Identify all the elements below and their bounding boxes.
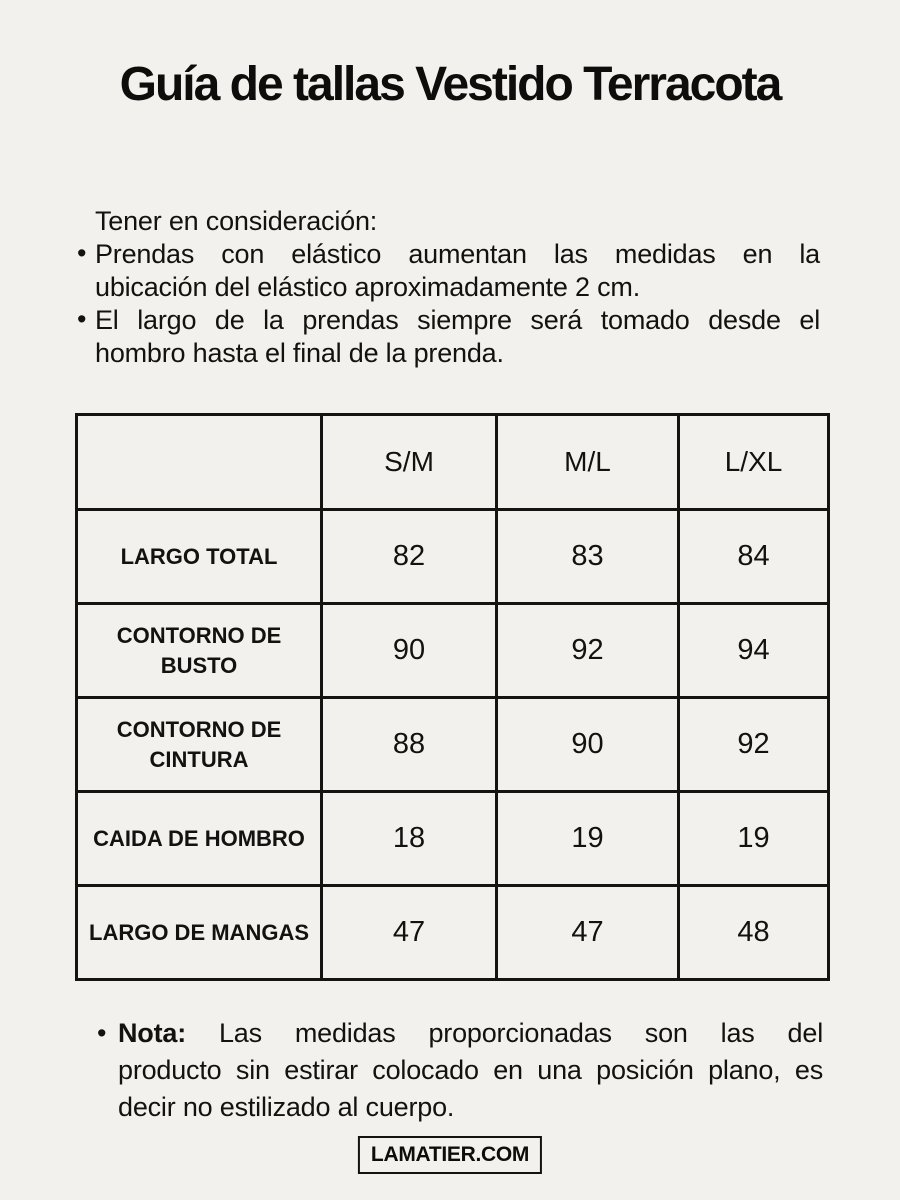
table-header-ml: M/L [497, 415, 679, 510]
row-label: CONTORNO DE BUSTO [77, 604, 322, 698]
bullet-line [75, 304, 820, 337]
cell-value: 90 [497, 698, 679, 792]
cell-value: 90 [322, 604, 497, 698]
page-title: Guía de tallas Vestido Terracota [119, 58, 781, 111]
cell-value: 84 [679, 510, 829, 604]
bullet-line [75, 337, 820, 370]
table-row [77, 604, 829, 698]
cell-value: 19 [679, 792, 829, 886]
cell-value: 47 [497, 886, 679, 980]
table-row [77, 698, 829, 792]
bullet-icon: • [77, 304, 87, 334]
cell-value: 18 [322, 792, 497, 886]
size-table [75, 413, 830, 981]
bullet-line [75, 271, 820, 304]
note-section [75, 1015, 823, 1126]
brand-box [358, 1136, 542, 1174]
cell-value: 47 [322, 886, 497, 980]
considerations-section [75, 205, 820, 370]
row-label: LARGO DE MANGAS [77, 886, 322, 980]
table-row [77, 792, 829, 886]
row-label: CAIDA DE HOMBRO [77, 792, 322, 886]
cell-value: 92 [497, 604, 679, 698]
table-header-empty [77, 415, 322, 510]
bullet-line [75, 238, 820, 271]
note-line [75, 1015, 823, 1052]
table-header-sm: S/M [322, 415, 497, 510]
note-text: decir no estilizado al cuerpo. [118, 1092, 455, 1122]
row-label: LARGO TOTAL [77, 510, 322, 604]
cell-value: 19 [497, 792, 679, 886]
table-row [77, 510, 829, 604]
cell-value: 48 [679, 886, 829, 980]
note-text: producto sin estirar colocado en una posición plano, es [118, 1055, 823, 1085]
bullet-text: ubicación del elástico aproximadamente 2 cm. [95, 272, 640, 302]
note-line [75, 1089, 823, 1126]
cell-value: 92 [679, 698, 829, 792]
cell-value: 83 [497, 510, 679, 604]
bullet-icon: • [97, 1018, 107, 1048]
size-table-container [75, 413, 830, 981]
row-label: CONTORNO DE CINTURA [77, 698, 322, 792]
bullet-text: Prendas con elástico aumentan las medidas en la [95, 239, 820, 269]
cell-value: 94 [679, 604, 829, 698]
considerations-heading: Tener en consideración: [95, 206, 378, 236]
bullet-text: El largo de la prendas siempre será tomado desde el [95, 305, 820, 335]
cell-value: 82 [322, 510, 497, 604]
table-row [77, 886, 829, 980]
note-text: Las medidas proporcionadas son las del [218, 1018, 823, 1048]
note-line [75, 1052, 823, 1089]
table-header-row [77, 415, 829, 510]
note-label: Nota: [118, 1018, 186, 1048]
cell-value: 88 [322, 698, 497, 792]
bullet-text: hombro hasta el final de la prenda. [95, 338, 504, 368]
table-header-lxl: L/XL [679, 415, 829, 510]
bullet-icon: • [77, 238, 87, 268]
brand-label: LAMATIER.COM [370, 1143, 530, 1166]
